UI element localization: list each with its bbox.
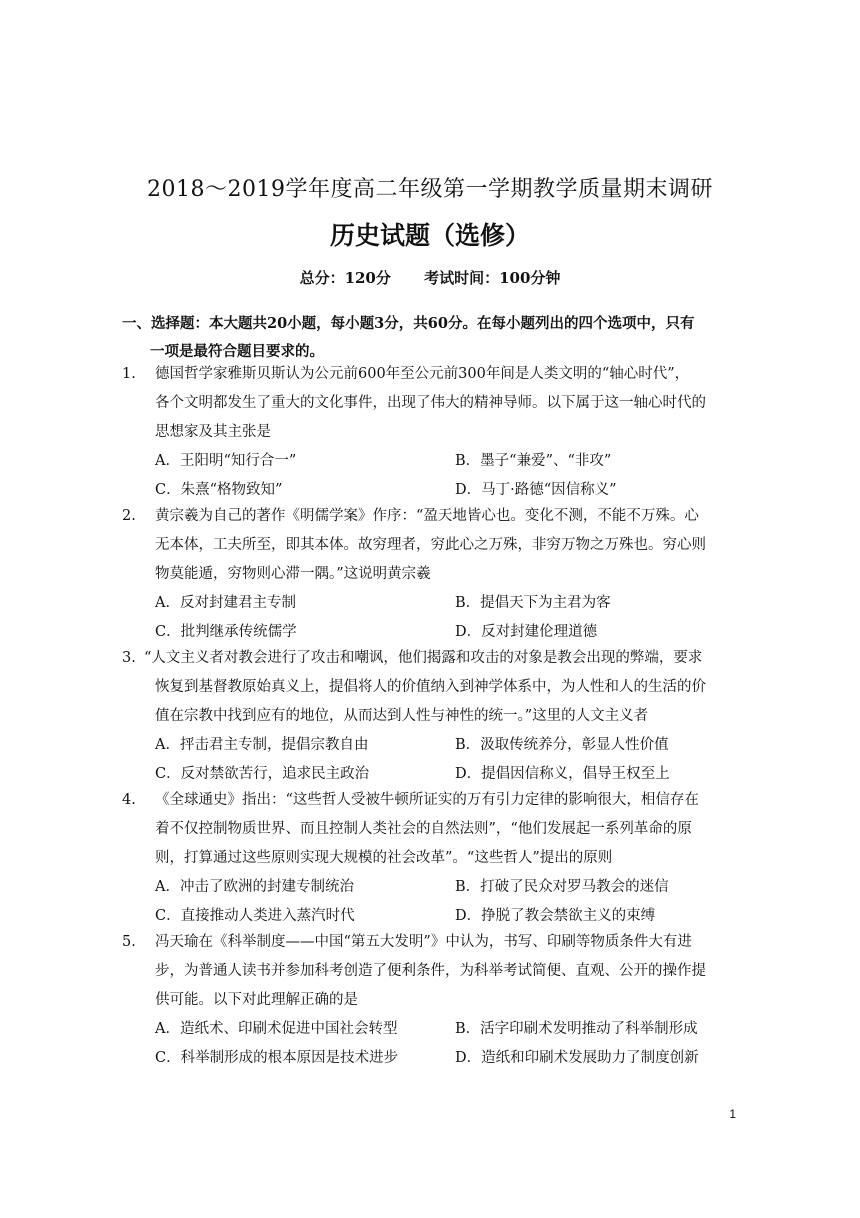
question-stem-line: 各个文明都发生了重大的文化事件，出现了伟大的精神导师。以下属于这一轴心时代的 (155, 395, 706, 411)
option-a: A．反对封建君主专制 (155, 595, 296, 611)
exam-title-line: 2018～2019学年度高二年级第一学期教学质量期末调研 (147, 177, 713, 202)
option-d: D．造纸和印刷术发展助力了制度创新 (455, 1050, 699, 1066)
question-stem-line: 恢复到基督教原始真义上，提倡将人的价值纳入到神学体系中，为人性和人的生活的价 (155, 679, 706, 695)
question-stem-line: “人文主义者对教会进行了攻击和嘲讽，他们揭露和攻击的对象是教会出现的弊端，要求 (144, 650, 703, 666)
question-stem-line: 无本体，工夫所至，即其本体。故穷理者，穷此心之万殊，非穷万物之万殊也。穷心则 (155, 537, 706, 553)
question-3 (122, 644, 742, 789)
question-number: 3. (122, 650, 136, 666)
exam-subject-title: 历史试题（选修） (329, 221, 530, 250)
option-c: C．科举制形成的根本原因是技术进步 (155, 1050, 399, 1066)
option-c: C．批判继承传统儒学 (155, 624, 297, 640)
question-stem-line: 着不仅控制物质世界、而且控制人类社会的自然法则”，“他们发展起一系列革命的原 (155, 821, 692, 837)
option-c: C．直接推动人类进入蒸汽时代 (155, 908, 355, 924)
section-heading (122, 310, 742, 366)
section-heading-line2: 一项是最符合题目要求的。 (150, 343, 324, 360)
option-b: B．提倡天下为主君为客 (455, 595, 611, 611)
page-number: 1 (729, 1107, 736, 1121)
question-number: 5. (122, 934, 136, 950)
options (155, 873, 742, 931)
option-c: C．朱熹“格物致知” (155, 482, 283, 498)
options (155, 447, 742, 505)
option-a: A．抨击君主专制，提倡宗教自由 (155, 737, 369, 753)
total-score: 总分：120分 (299, 269, 391, 287)
question-stem-line: 黄宗羲为自己的著作《明儒学案》作序：“盈天地皆心也。变化不测，不能不万殊。心 (155, 508, 699, 524)
question-stem-line: 则，打算通过这些原则实现大规模的社会改革”。“这些哲人”提出的原则 (155, 850, 613, 866)
question-stem-line: 冯天瑜在《科举制度——中国“第五大发明”》中认为，书写、印刷等物质条件大有进 (155, 934, 692, 950)
question-stem-line: 《全球通史》指出：“这些哲人受被牛顿所证实的万有引力定律的影响很大，相信存在 (155, 792, 699, 808)
option-a: A．冲击了欧洲的封建专制统治 (155, 879, 354, 895)
options (155, 589, 742, 647)
exam-duration: 考试时间：100分钟 (424, 269, 561, 287)
option-b: B．汲取传统养分，彰显人性价值 (455, 737, 669, 753)
question-stem-line: 供可能。以下对此理解正确的是 (155, 992, 358, 1008)
section-heading-line1: 一、选择题：本大题共20小题，每小题3分，共60分。在每小题列出的四个选项中，只有 (122, 315, 695, 332)
question-number: 2. (122, 508, 136, 524)
question-4 (122, 786, 742, 931)
question-5 (122, 928, 742, 1073)
options (155, 731, 742, 789)
option-d: D．挣脱了教会禁欲主义的束缚 (455, 908, 656, 924)
option-a: A．王阳明“知行合一” (155, 453, 297, 469)
question-stem-line: 德国哲学家雅斯贝斯认为公元前600年至公元前300年间是人类文明的“轴心时代”， (155, 366, 690, 382)
question-number: 1. (122, 366, 136, 382)
question-stem-line: 值在宗教中找到应有的地位，从而达到人性与神性的统一。”这里的人文主义者 (155, 708, 649, 724)
option-d: D．提倡因信称义，倡导王权至上 (455, 766, 670, 782)
question-stem-line: 物莫能遁，穷物则心滞一隅。”这说明黄宗羲 (155, 566, 431, 582)
option-b: B．墨子“兼爱”、“非攻” (455, 453, 612, 469)
option-c: C．反对禁欲苦行，追求民主政治 (155, 766, 370, 782)
question-2 (122, 502, 742, 647)
option-d: D．马丁·路德“因信称义” (455, 482, 617, 498)
question-stem-line: 思想家及其主张是 (155, 424, 271, 440)
option-b: B．活字印刷术发明推动了科举制形成 (455, 1021, 698, 1037)
exam-meta (0, 267, 860, 288)
option-a: A．造纸术、印刷术促进中国社会转型 (155, 1021, 398, 1037)
options (155, 1015, 742, 1073)
option-d: D．反对封建伦理道德 (455, 624, 598, 640)
question-stem-line: 步，为普通人读书并参加科考创造了便利条件，为科举考试简便、直观、公开的操作提 (155, 963, 706, 979)
question-1 (122, 360, 742, 505)
option-b: B．打破了民众对罗马教会的迷信 (455, 879, 669, 895)
question-number: 4. (122, 792, 136, 808)
